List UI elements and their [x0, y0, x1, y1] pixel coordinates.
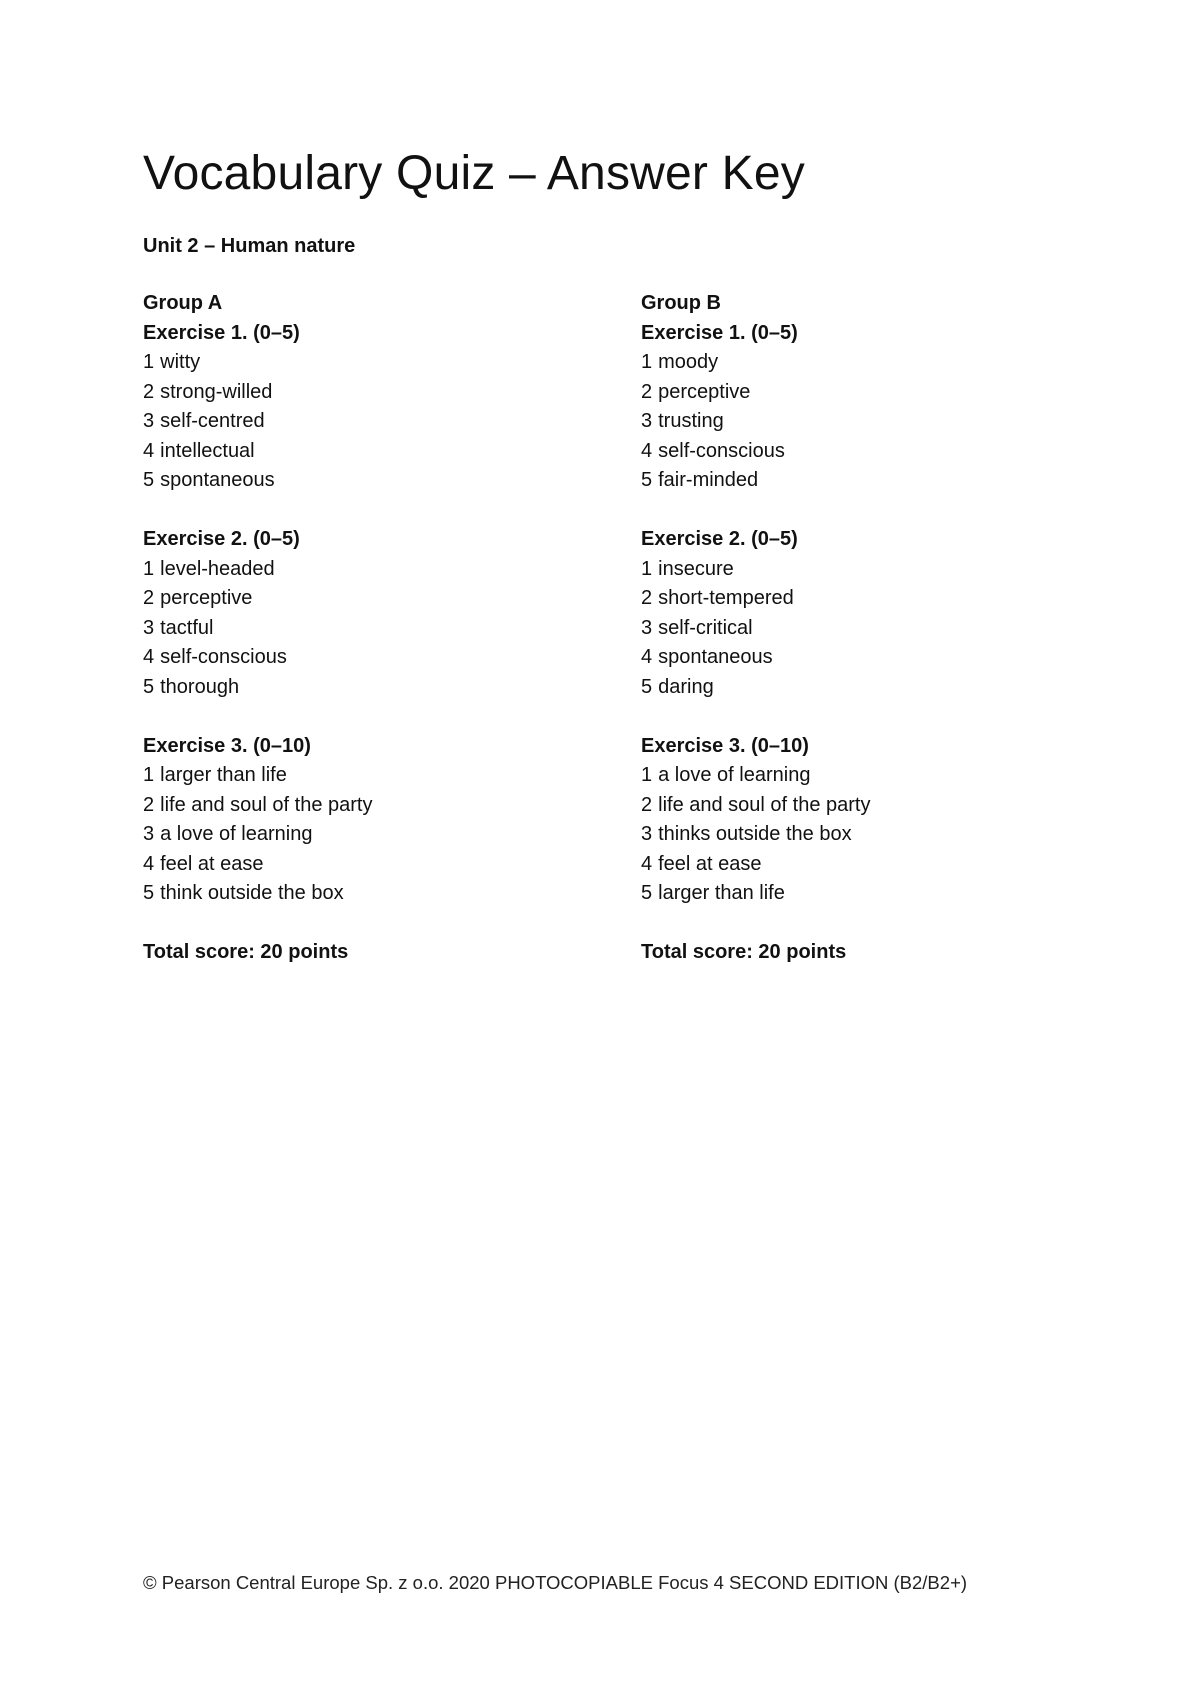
answer-item: [641, 850, 1111, 880]
answer-number: 2: [143, 587, 155, 609]
answer-number: 3: [143, 823, 155, 845]
answer-item: [143, 378, 613, 408]
answer-number: 2: [641, 587, 653, 609]
answer-number: 5: [641, 882, 653, 904]
answer-text: life and soul of the party: [160, 793, 373, 816]
answer-item: [641, 820, 1111, 850]
answer-text: feel at ease: [160, 852, 264, 875]
answer-text: thinks outside the box: [658, 823, 852, 845]
answer-number: 5: [641, 675, 653, 698]
exercise-title: Exercise 2. (0–5): [641, 528, 798, 550]
answer-number: 3: [143, 410, 155, 432]
answer-text: feel at ease: [658, 852, 762, 875]
group-name: Group B: [641, 292, 721, 314]
answer-item: [641, 791, 1111, 821]
answer-item: [143, 407, 613, 437]
answer-text: a love of learning: [160, 823, 313, 845]
answer-number: 4: [143, 646, 155, 668]
answer-number: 4: [143, 439, 155, 462]
answer-text: larger than life: [658, 882, 785, 904]
answer-number: 5: [143, 675, 155, 698]
group-a-column: [143, 289, 613, 968]
exercise-title: Exercise 3. (0–10): [641, 734, 809, 757]
unit-title: Unit 2 – Human nature: [143, 235, 356, 257]
exercise-title: Exercise 1. (0–5): [641, 321, 798, 344]
answer-item: [143, 437, 613, 467]
answer-number: 1: [641, 351, 653, 373]
answer-text: life and soul of the party: [658, 793, 871, 816]
answer-item: [641, 761, 1111, 791]
answer-text: larger than life: [160, 764, 287, 786]
answer-item: [143, 879, 613, 909]
answer-item: [143, 555, 613, 585]
answer-item: [641, 614, 1111, 644]
answer-number: 4: [143, 852, 155, 875]
group-name: Group A: [143, 292, 223, 314]
answer-item: [143, 348, 613, 378]
answer-text: strong-willed: [160, 380, 273, 403]
answer-number: 2: [641, 793, 653, 816]
answer-text: perceptive: [160, 587, 253, 609]
answer-text: moody: [658, 351, 719, 373]
answer-item: [641, 407, 1111, 437]
answer-text: think outside the box: [160, 882, 344, 904]
answer-item: [143, 791, 613, 821]
answer-text: self-conscious: [658, 439, 785, 462]
answer-item: [641, 555, 1111, 585]
answer-number: 1: [641, 557, 653, 580]
answer-item: [143, 850, 613, 880]
total-score: Total score: 20 points: [143, 941, 349, 963]
answer-number: 2: [143, 380, 155, 403]
answer-item: [143, 673, 613, 703]
answer-number: 4: [641, 852, 653, 875]
answer-item: [143, 643, 613, 673]
answer-item: [143, 466, 613, 496]
answer-text: tactful: [160, 616, 214, 639]
answer-item: [641, 348, 1111, 378]
answer-item: [641, 584, 1111, 614]
answer-number: 3: [641, 823, 653, 845]
answer-item: [143, 761, 613, 791]
total-score: Total score: 20 points: [641, 941, 847, 963]
answer-item: [641, 879, 1111, 909]
answer-text: witty: [160, 351, 201, 373]
exercise-3: [143, 732, 613, 909]
answer-number: 1: [143, 351, 155, 373]
answer-text: intellectual: [160, 439, 255, 462]
answer-number: 3: [641, 616, 653, 639]
page-title: Vocabulary Quiz – Answer Key: [143, 147, 805, 200]
answer-text: trusting: [658, 410, 724, 432]
answer-item: [641, 378, 1111, 408]
answer-text: fair-minded: [658, 469, 759, 491]
answer-number: 5: [641, 469, 653, 491]
answer-item: [641, 673, 1111, 703]
answer-text: thorough: [160, 675, 240, 698]
answer-text: a love of learning: [658, 764, 811, 786]
exercise-1: [143, 319, 613, 496]
exercise-title: Exercise 1. (0–5): [143, 321, 300, 344]
answer-number: 5: [143, 882, 155, 904]
answer-number: 4: [641, 646, 653, 668]
answer-number: 4: [641, 439, 653, 462]
answer-item: [143, 614, 613, 644]
answer-number: 5: [143, 469, 155, 491]
answer-text: self-conscious: [160, 646, 287, 668]
answer-text: spontaneous: [160, 469, 275, 491]
answer-text: perceptive: [658, 380, 751, 403]
exercise-2: [143, 525, 613, 702]
answer-text: self-critical: [658, 616, 753, 639]
copyright-footer: © Pearson Central Europe Sp. z o.o. 2020 PHOTOCOPIABLE Focus 4 SECOND EDITION (B2/B2+): [143, 1572, 968, 1593]
answer-number: 2: [641, 380, 653, 403]
answer-number: 1: [143, 557, 155, 580]
answer-number: 3: [641, 410, 653, 432]
answer-item: [143, 584, 613, 614]
answer-number: 3: [143, 616, 155, 639]
exercise-2: [641, 525, 1111, 702]
group-b-column: [641, 289, 1111, 968]
exercise-title: Exercise 2. (0–5): [143, 528, 300, 550]
answer-item: [143, 820, 613, 850]
answer-item: [641, 466, 1111, 496]
exercise-3: [641, 732, 1111, 909]
answer-text: short-tempered: [658, 587, 794, 609]
answer-text: self-centred: [160, 410, 265, 432]
answer-item: [641, 643, 1111, 673]
exercise-title: Exercise 3. (0–10): [143, 734, 311, 757]
answer-number: 2: [143, 793, 155, 816]
answer-text: spontaneous: [658, 646, 773, 668]
answer-text: level-headed: [160, 557, 275, 580]
answer-number: 1: [641, 764, 653, 786]
answer-text: insecure: [658, 557, 734, 580]
exercise-1: [641, 319, 1111, 496]
answer-item: [641, 437, 1111, 467]
answer-number: 1: [143, 764, 155, 786]
answer-text: daring: [658, 675, 714, 698]
